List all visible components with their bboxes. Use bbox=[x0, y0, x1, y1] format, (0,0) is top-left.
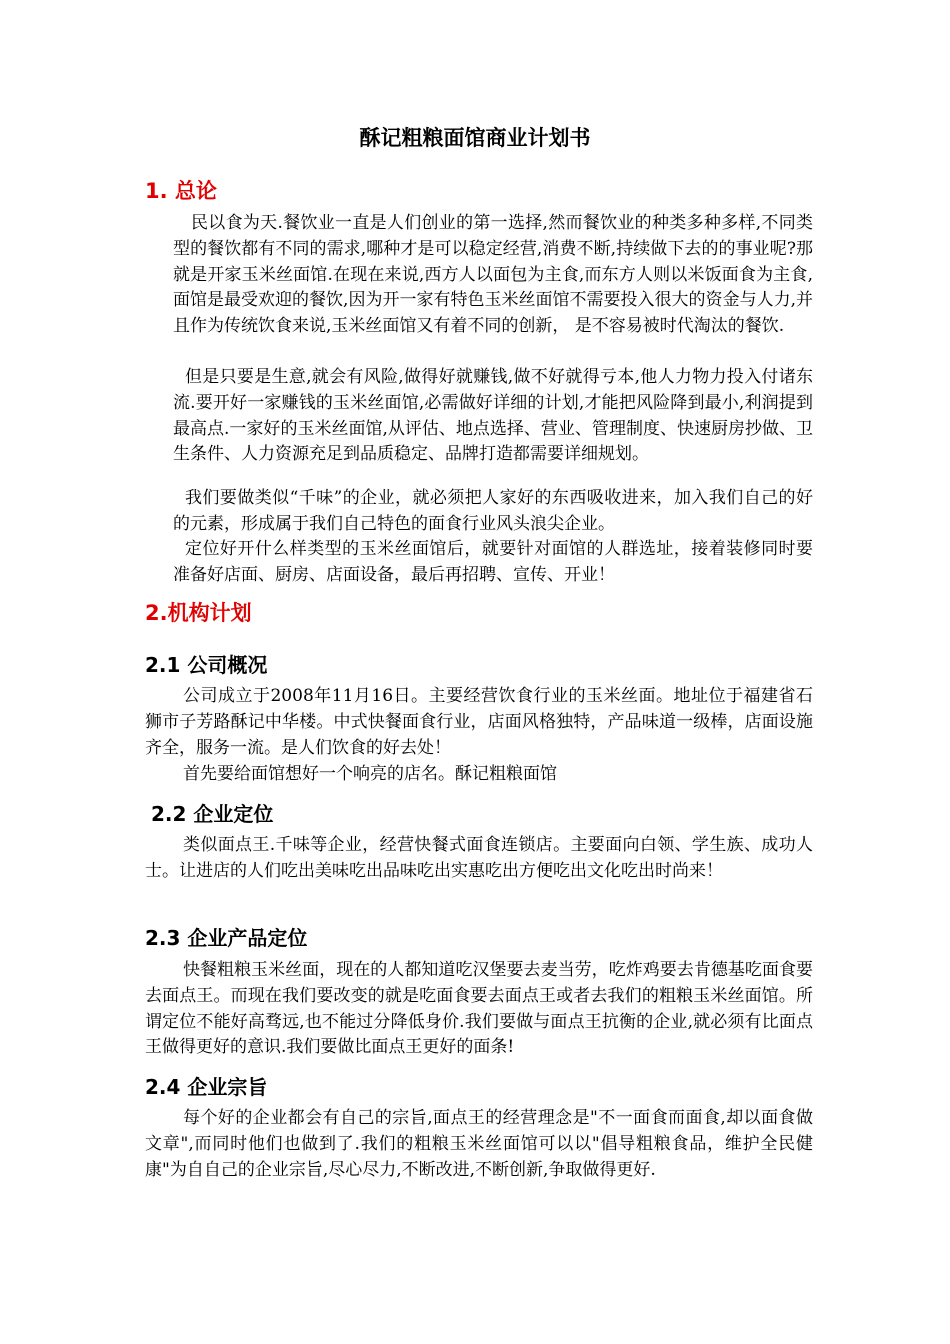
section-2-1-paragraph-2: 首先要给面馆想好一个响亮的店名。酥记粗粮面馆 bbox=[183, 764, 557, 784]
section-2-3-paragraph-1: 快餐粗粮玉米丝面，现在的人都知道吃汉堡要去麦当劳，吃炸鸡要去肯德基吃面食要去面点王。而现在我们要改变的就是吃面食要去面点王或者去我们的粗粮玉米丝面馆。所谓定位不能好高骛远,也不能过分降低身价.我们要做与面点王抗衡的企业,就必须有比面点王做得更好的意识.我们要做比面点王更好的面条! bbox=[145, 960, 813, 1058]
section-1-heading: 1. 总论 bbox=[145, 179, 217, 203]
section-2-1-heading: 2.1 公司概况 bbox=[145, 653, 268, 677]
section-1-paragraph-2: 但是只要是生意,就会有风险,做得好就赚钱,做不好就得亏本,他人力物力投入付诸东流.要开好一家赚钱的玉米丝面馆,必需做好详细的计划,才能把风险降到最小,利润提到最高点.一家好的玉米丝面馆,从评估、地点选择、营业、管理制度、快速厨房抄做、卫生条件、人力资源充足到品质稳定、品牌打造都需要详细规划。 bbox=[173, 367, 813, 465]
document-title: 酥记粗粮面馆商业计划书 bbox=[359, 126, 591, 150]
section-1-paragraph-3: 我们要做类似“千味”的企业，就必须把人家好的东西吸收进来，加入我们自己的好的元素，形成属于我们自己特色的面食行业风头浪尖企业。 bbox=[173, 488, 813, 534]
section-2-3-heading: 2.3 企业产品定位 bbox=[145, 926, 308, 950]
section-2-2-heading: 2.2 企业定位 bbox=[151, 802, 274, 826]
section-1-paragraph-1: 民以食为天.餐饮业一直是人们创业的第一选择,然而餐饮业的种类多种多样,不同类型的餐饮都有不同的需求,哪种才是可以稳定经营,消费不断,持续做下去的的事业呢?那就是开家玉米丝面馆.在现在来说,西方人以面包为主食,而东方人则以米饭面食为主食,面馆是最受欢迎的餐饮,因为开一家有特色玉米丝面馆不需要投入很大的资金与人力,并且作为传统饮食来说,玉米丝面馆又有着不同的创新， 是不容易被时代淘汰的餐饮. bbox=[173, 213, 813, 337]
section-2-heading: 2.机构计划 bbox=[145, 601, 252, 625]
section-2-4-paragraph-1: 每个好的企业都会有自己的宗旨,面点王的经营理念是"不一面食而面食,却以面食做文章",而同时他们也做到了.我们的粗粮玉米丝面馆可以以"倡导粗粮食品，维护全民健康"为自自己的企业宗旨,尽心尽力,不断改进,不断创新,争取做得更好. bbox=[145, 1108, 813, 1180]
section-1-paragraph-4: 定位好开什么样类型的玉米丝面馆后，就要针对面馆的人群选址，接着装修同时要准备好店面、厨房、店面设备，最后再招聘、宣传、开业！ bbox=[173, 539, 813, 585]
section-2-2-paragraph-1: 类似面点王.千味等企业，经营快餐式面食连锁店。主要面向白领、学生族、成功人士。让进店的人们吃出美味吃出品味吃出实惠吃出方便吃出文化吃出时尚来！ bbox=[145, 835, 813, 881]
section-2-4-heading: 2.4 企业宗旨 bbox=[145, 1075, 268, 1099]
section-2-1-paragraph-1: 公司成立于2008年11月16日。主要经营饮食行业的玉米丝面。地址位于福建省石狮市子芳路酥记中华楼。中式快餐面食行业，店面风格独特，产品味道一级棒，店面设施齐全，服务一流。是人们饮食的好去处！ bbox=[145, 686, 813, 758]
